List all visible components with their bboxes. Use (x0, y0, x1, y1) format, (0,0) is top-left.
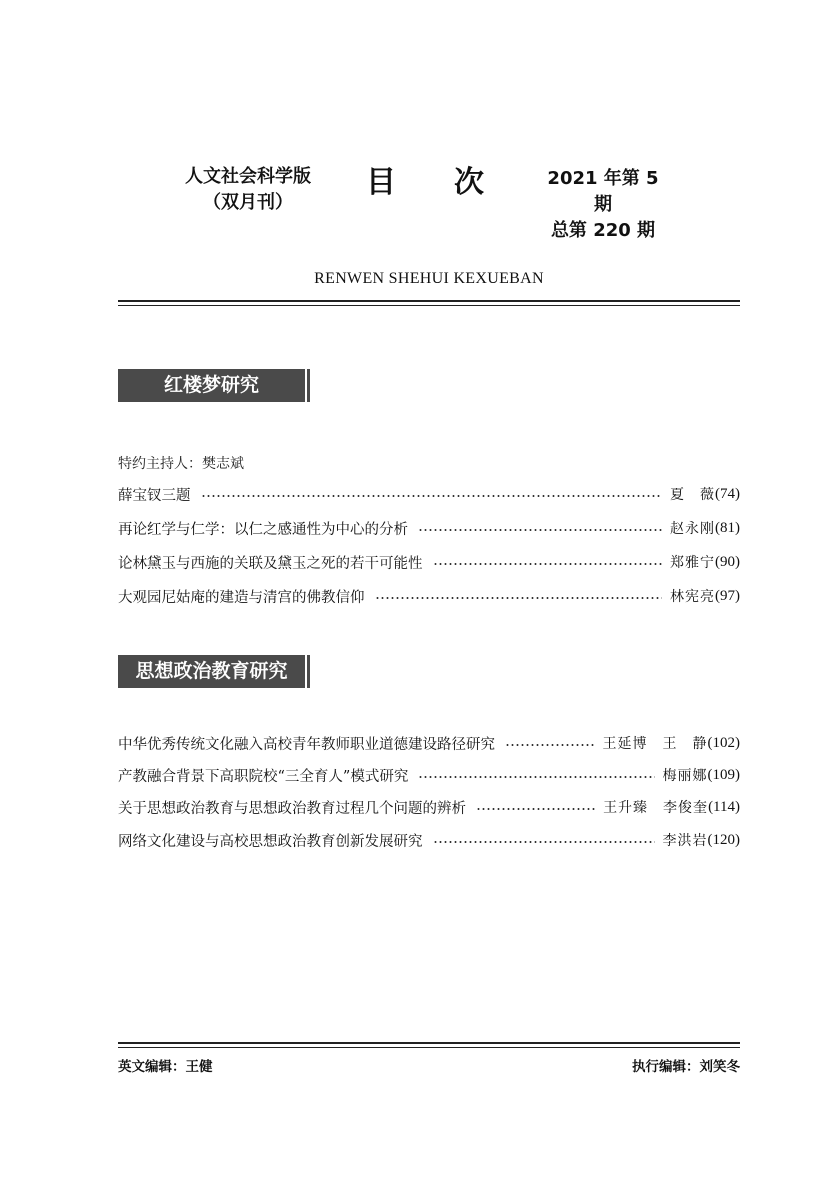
section-banner-ideological-education (118, 655, 310, 688)
toc-entry[interactable] (118, 584, 740, 608)
entry-title: 再论红学与仁学：以仁之感通性为中心的分析 (118, 521, 408, 538)
dot-leader (433, 563, 663, 565)
toc-entry[interactable] (118, 550, 740, 574)
entry-page: (120) (707, 831, 740, 848)
issue-number: 2021 年第 5 期 (547, 168, 659, 215)
journal-pinyin-title: RENWEN SHEHUI KEXUEBAN (314, 270, 544, 287)
entry-title: 大观园尼姑庵的建造与清宫的佛教信仰 (118, 589, 365, 606)
dot-leader (476, 808, 595, 810)
dot-leader (375, 597, 663, 599)
toc-entry[interactable] (118, 482, 740, 506)
english-editor-credit: 英文编辑：王健 (118, 1059, 213, 1075)
entry-author: 夏 薇 (670, 487, 715, 503)
executive-editor-credit: 执行编辑：刘笑冬 (632, 1059, 740, 1075)
toc-title: 目次 (366, 165, 542, 200)
entry-title: 薛宝钗三题 (118, 487, 191, 504)
header-rule-thick (118, 300, 740, 302)
entry-page: (74) (715, 485, 740, 502)
entry-page: (90) (715, 553, 740, 570)
entry-author: 郑雅宁 (670, 555, 715, 571)
entry-title: 论林黛玉与西施的关联及黛玉之死的若干可能性 (118, 555, 423, 572)
issue-total-number: 总第 220 期 (550, 220, 656, 241)
entry-page: (114) (708, 798, 740, 815)
toc-entry[interactable] (118, 516, 740, 540)
entry-author: 王延博 王 静 (602, 736, 708, 752)
entry-title: 关于思想政治教育与思想政治教育过程几个问题的辨析 (118, 800, 466, 817)
edition-line-1: 人文社会科学版 (185, 166, 311, 187)
entry-page: (97) (715, 587, 740, 604)
entry-title: 网络文化建设与高校思想政治教育创新发展研究 (118, 833, 423, 850)
dot-leader (201, 495, 663, 497)
entry-title: 产教融合背景下高职院校“三全育人”模式研究 (118, 768, 409, 785)
entry-page: (102) (707, 734, 740, 751)
section-banner-hongloumeng (118, 369, 310, 402)
dot-leader (418, 776, 654, 778)
header-rule-thin (118, 305, 740, 306)
entry-author: 李洪岩 (662, 833, 708, 849)
footer-rule-thick (118, 1042, 740, 1044)
section-heading: 思想政治教育研究 (135, 660, 288, 682)
toc-entry[interactable] (118, 795, 740, 819)
dot-leader (418, 529, 662, 531)
toc-entry[interactable] (118, 731, 740, 755)
entry-author: 王升臻 李俊奎 (603, 800, 709, 816)
section-heading: 红楼梦研究 (163, 374, 259, 396)
entry-author: 赵永刚 (670, 521, 715, 537)
guest-host-line: 特约主持人：樊志斌 (118, 456, 244, 472)
issue-info (540, 166, 666, 244)
dot-leader (433, 841, 655, 843)
edition-label (178, 164, 318, 216)
toc-entry[interactable] (118, 763, 740, 787)
footer-rule-thin (118, 1047, 740, 1048)
entry-author: 林宪亮 (670, 589, 715, 605)
toc-entry[interactable] (118, 828, 740, 852)
entry-title: 中华优秀传统文化融入高校青年教师职业道德建设路径研究 (118, 736, 495, 753)
entry-author: 梅丽娜 (662, 768, 708, 784)
entry-page: (81) (715, 519, 740, 536)
entry-page: (109) (707, 766, 740, 783)
dot-leader (505, 744, 595, 746)
edition-line-2: （双月刊） (203, 192, 293, 213)
